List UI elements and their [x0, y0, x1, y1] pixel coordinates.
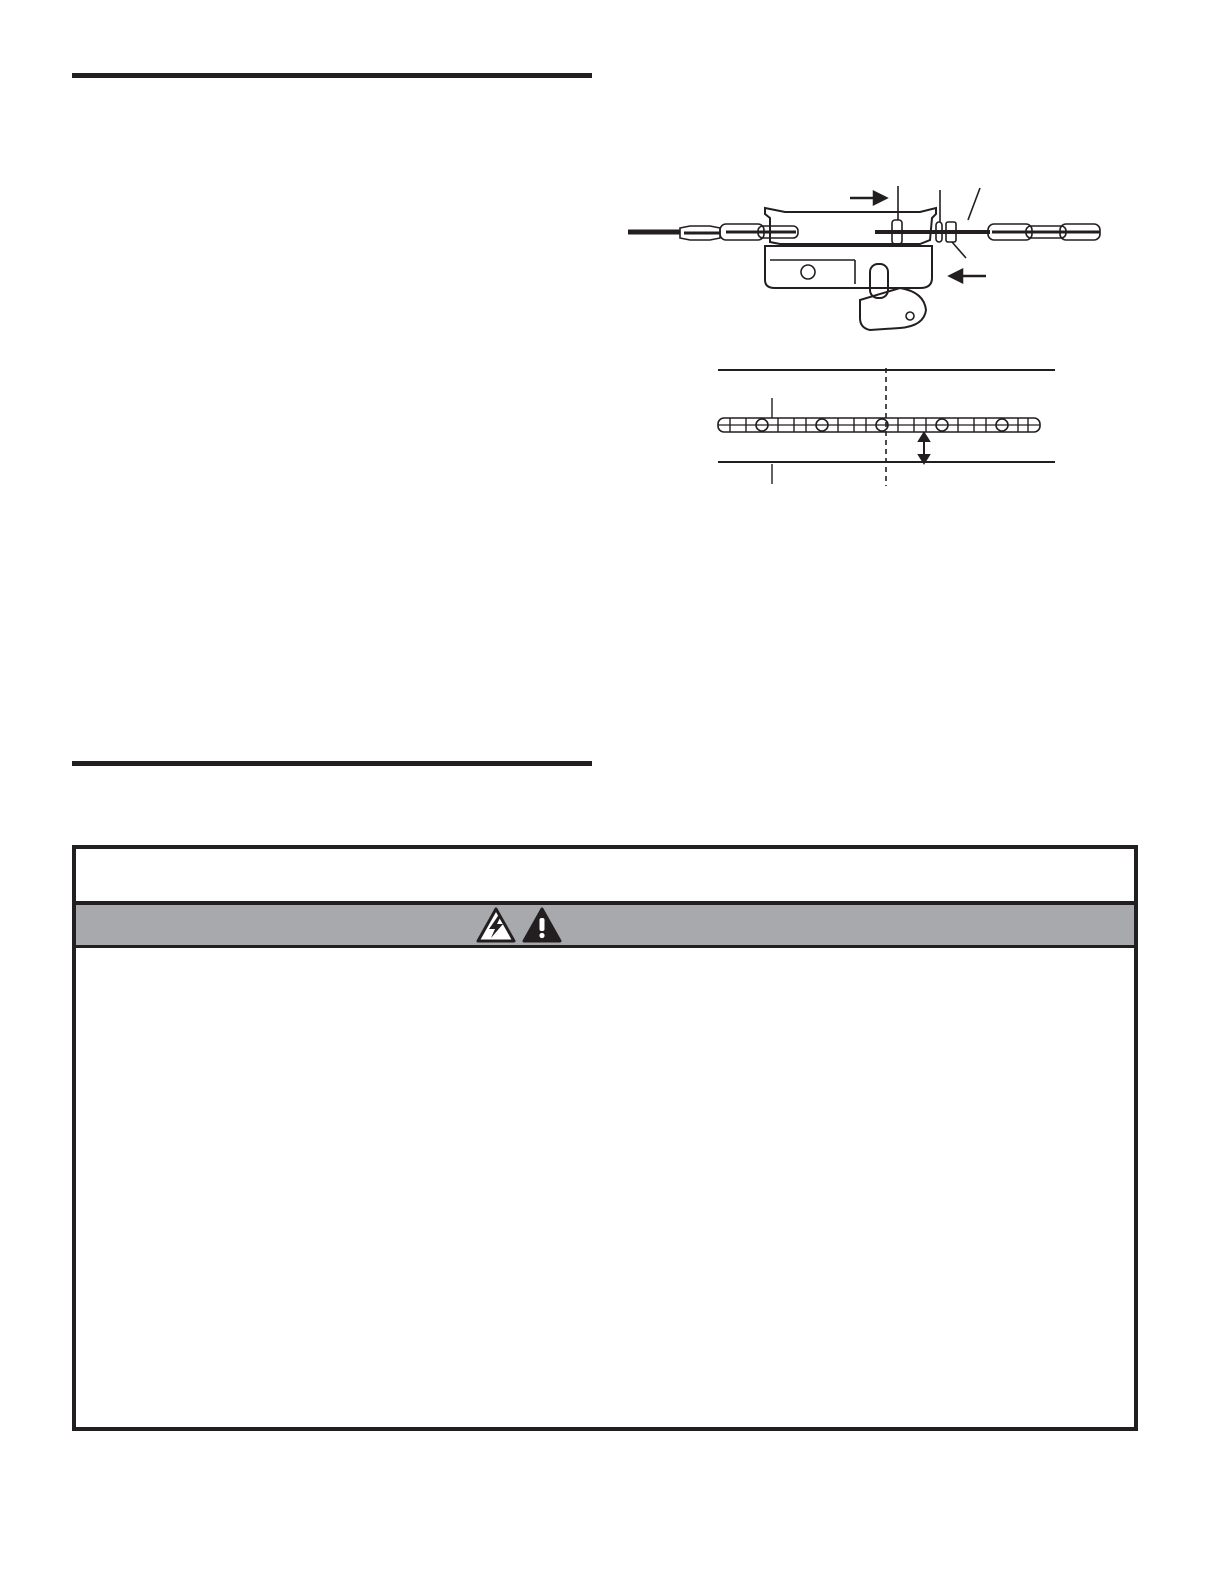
exclamation-warning-icon — [522, 907, 562, 943]
warning-panel-body — [76, 948, 1134, 972]
trolley-chain-illustration — [620, 180, 1100, 330]
warning-panel — [72, 845, 1138, 1431]
trolley-hole — [801, 265, 815, 279]
callout-leader — [952, 242, 966, 258]
hazard-signal-bar — [76, 905, 1134, 948]
trolley-base — [765, 246, 932, 288]
hazard-icons — [476, 907, 562, 943]
callout-leader — [968, 188, 980, 220]
chain-slack-illustration — [710, 360, 1070, 490]
electric-shock-warning-icon — [476, 907, 516, 943]
section-rule-bottom — [72, 761, 592, 766]
section-rule-top — [72, 73, 592, 78]
warning-panel-title — [76, 849, 1134, 905]
release-arm — [860, 288, 926, 330]
